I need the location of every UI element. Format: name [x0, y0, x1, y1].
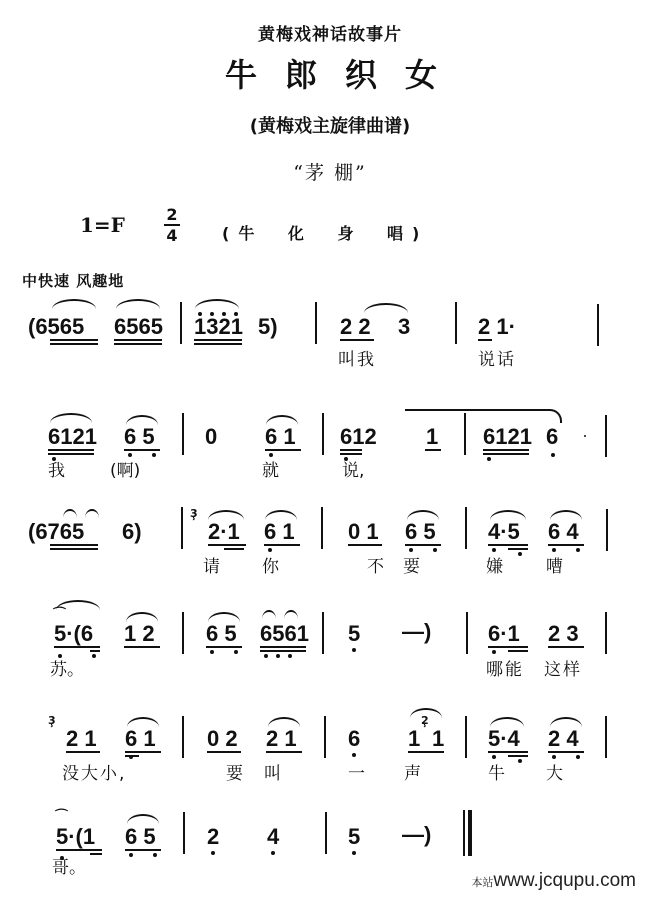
lyric: 哪能 [486, 660, 524, 680]
low-octave-dot [352, 753, 356, 757]
time-bottom: 4 [166, 226, 178, 245]
low-octave-dot [129, 755, 133, 759]
low-octave-dot [552, 548, 556, 552]
low-octave-dot [269, 453, 273, 457]
grace-note: 3 ⸯ [48, 714, 56, 737]
underline [508, 755, 528, 757]
low-octave-dot [271, 851, 275, 855]
note-group: 6) [122, 519, 142, 544]
dash-paren: —) [402, 822, 432, 847]
underline [260, 646, 306, 648]
note-group: 6 5 [405, 519, 436, 544]
underline [264, 544, 300, 546]
barline [321, 507, 323, 549]
underline [50, 548, 98, 550]
underline [206, 646, 242, 648]
low-octave-dot [234, 650, 238, 654]
note-group: 4·5 [488, 519, 520, 544]
note-group: 2 1· [478, 314, 516, 339]
underline [50, 544, 98, 546]
grace-note: 3 ⸯ [190, 507, 198, 530]
note: 3 [398, 314, 411, 339]
underline [48, 449, 94, 451]
time-signature [162, 206, 182, 244]
staff-line-5 [0, 700, 650, 800]
note-group: 6 1 [265, 424, 296, 449]
underline [265, 449, 301, 451]
note-group: 2·1 [208, 519, 240, 544]
underline [548, 544, 584, 546]
lyric: 一 [348, 764, 365, 784]
slur-mark [63, 509, 77, 518]
grace-number: 2 [421, 714, 429, 727]
lyric: 大 [546, 764, 563, 784]
grace-note: 2 ⸯ [421, 714, 429, 737]
low-octave-dot [492, 548, 496, 552]
note-group: 2 1 [266, 726, 297, 751]
note-group: 6 5 [125, 824, 156, 849]
score-description: (黄梅戏主旋律曲谱) [249, 116, 411, 137]
lyric: 这样 [544, 660, 582, 680]
note-group: (6765 [28, 519, 85, 544]
barline [315, 302, 317, 344]
lyric: 牛 [488, 764, 505, 784]
barline [181, 507, 183, 549]
note: 5 [348, 824, 361, 849]
underline [50, 343, 98, 345]
underline [90, 650, 100, 652]
note-group: 2 2 [340, 314, 371, 339]
note-group: 1321 [194, 314, 243, 339]
underline [548, 751, 584, 753]
underline [508, 650, 528, 652]
watermark-url: www.jcqupu.com [493, 870, 636, 891]
fermata-icon: ⌒ [55, 809, 69, 824]
underline [124, 646, 160, 648]
note: 4 [267, 824, 280, 849]
low-octave-dot [492, 650, 496, 654]
underline [194, 343, 242, 345]
barline [324, 716, 326, 758]
note-group: 5) [258, 314, 278, 339]
note-group: 5·4 [488, 726, 520, 751]
note: 6 [348, 726, 361, 751]
low-octave-dot [518, 552, 522, 556]
slur-mark [52, 299, 96, 309]
lyric: 请 [203, 557, 220, 577]
low-octave-dot [352, 851, 356, 855]
barline [605, 415, 607, 457]
low-octave-dot [487, 457, 491, 461]
underline [266, 751, 302, 753]
low-octave-dot [551, 453, 555, 457]
lyric: 苏。 [50, 660, 84, 680]
note-group: (6565 [28, 314, 85, 339]
underline [66, 751, 100, 753]
song-title: “茅 棚” [293, 162, 367, 184]
lyric: 要 [226, 764, 243, 784]
low-octave-dot [152, 453, 156, 457]
final-barline-thick [468, 810, 472, 856]
underline [348, 544, 382, 546]
lyric: 我 [48, 461, 65, 481]
speck [584, 435, 586, 437]
low-octave-dot [409, 548, 413, 552]
tempo-marking: 中快速 风趣地 [22, 272, 125, 290]
slur-mark [116, 299, 160, 309]
note-group: 6121 [48, 424, 97, 449]
note-group: 6 1 [125, 726, 156, 751]
slur-mark [262, 610, 276, 619]
note-group: 0 2 [207, 726, 238, 751]
note-group: 6121 [483, 424, 532, 449]
barline [322, 612, 324, 654]
slur-mark [85, 509, 99, 518]
final-barline-thin [463, 810, 465, 856]
note-group: 2 1 [66, 726, 97, 751]
lyric: 嘈 [546, 557, 563, 577]
lyric: 不 [367, 557, 384, 577]
underline [488, 751, 528, 753]
underline [207, 751, 241, 753]
lyric: 你 [262, 557, 279, 577]
staff-line-3 [0, 495, 650, 595]
low-octave-dot [153, 853, 157, 857]
lyric: 嫌 [486, 557, 503, 577]
underline [125, 751, 161, 753]
time-top: 2 [166, 205, 178, 224]
performer-note: (牛 化 身 唱) [222, 224, 429, 243]
low-octave-dot [288, 654, 292, 658]
note-group: 612 [340, 424, 377, 449]
lyric: 叫 [264, 764, 281, 784]
underline [508, 548, 528, 550]
underline [56, 849, 102, 851]
low-octave-dot [352, 648, 356, 652]
barline [464, 413, 466, 455]
watermark [471, 870, 636, 892]
note: 1 [408, 726, 421, 751]
key-signature: 1=F [80, 213, 125, 237]
note-group: 6 4 [548, 519, 579, 544]
low-octave-dot [552, 755, 556, 759]
underline [340, 453, 362, 455]
low-octave-dot [211, 851, 215, 855]
slur-mark [127, 814, 159, 824]
note-group: 0 1 [348, 519, 379, 544]
rest: 0 [205, 424, 218, 449]
underline [48, 453, 94, 455]
low-octave-dot [492, 755, 496, 759]
barline [182, 612, 184, 654]
underline [124, 449, 160, 451]
barline [455, 302, 457, 344]
lyric: 说, [342, 461, 365, 481]
underline [114, 339, 162, 341]
barline [597, 304, 599, 346]
low-octave-dot [276, 654, 280, 658]
underline [340, 449, 362, 451]
note: 1 [426, 424, 439, 449]
note-group: 2 4 [548, 726, 579, 751]
staff-line-2 [0, 395, 650, 495]
barline [605, 612, 607, 654]
lyric: 没大小, [62, 764, 127, 784]
low-octave-dot [58, 654, 62, 658]
underline [54, 646, 100, 648]
underline [125, 849, 161, 851]
note-group: 6 5 [124, 424, 155, 449]
low-octave-dot [433, 548, 437, 552]
underline [548, 646, 584, 648]
opera-title: 牛郎织女 [224, 56, 465, 94]
note-group: 2 3 [548, 621, 579, 646]
staff-line-1 [0, 290, 650, 390]
note-group: 6561 [260, 621, 309, 646]
slur-mark [50, 413, 92, 423]
barline [183, 812, 185, 854]
lyric: 哥。 [52, 858, 86, 878]
lyric: 叫我 [338, 350, 376, 370]
underline [405, 544, 441, 546]
barline [325, 812, 327, 854]
underline [483, 449, 529, 451]
low-octave-dot [129, 853, 133, 857]
note-group: 6565 [114, 314, 163, 339]
lyric: 声 [404, 764, 421, 784]
underline [224, 548, 244, 550]
note: 2 [207, 824, 220, 849]
barline [605, 716, 607, 758]
underline [340, 339, 374, 341]
low-octave-dot [264, 654, 268, 658]
low-octave-dot [92, 654, 96, 658]
slur-mark [195, 299, 239, 309]
note-group: 5·(1 [56, 824, 96, 849]
lyric: (啊) [110, 461, 141, 481]
barline [180, 302, 182, 344]
fermata-icon: ⌒ [53, 607, 67, 622]
barline [465, 716, 467, 758]
tie-mark [405, 409, 562, 423]
slur-mark [284, 610, 298, 619]
note-group: 6 1 [264, 519, 295, 544]
slur-mark [364, 303, 408, 313]
barline [606, 509, 608, 551]
note: 5 [348, 621, 361, 646]
underline [408, 751, 444, 753]
underline [208, 544, 246, 546]
low-octave-dot [210, 650, 214, 654]
underline [90, 853, 102, 855]
underline [488, 646, 528, 648]
note-group: 1 2 [124, 621, 155, 646]
grace-number: 3 [190, 507, 198, 520]
barline [465, 507, 467, 549]
barline [466, 612, 468, 654]
barline [182, 413, 184, 455]
underline [114, 343, 162, 345]
note-group: 5·(6 [54, 621, 94, 646]
grace-number: 3 [48, 714, 56, 727]
barline [322, 413, 324, 455]
underline [50, 339, 98, 341]
lyric: 要 [403, 557, 420, 577]
note-group: 6·1 [488, 621, 520, 646]
underline [478, 339, 492, 341]
underline [483, 453, 529, 455]
underline [488, 544, 528, 546]
low-octave-dot [576, 755, 580, 759]
underline [425, 449, 441, 451]
underline [194, 339, 242, 341]
low-octave-dot [268, 548, 272, 552]
staff-line-4 [0, 590, 650, 690]
lyric: 就 [262, 461, 279, 481]
film-subtitle: 黄梅戏神话故事片 [258, 25, 402, 45]
note: 6 [546, 424, 559, 449]
note: 1 [432, 726, 445, 751]
watermark-prefix: 本站 [471, 877, 494, 889]
lyric: 说话 [478, 350, 516, 370]
note-group: 6 5 [206, 621, 237, 646]
low-octave-dot [576, 548, 580, 552]
low-octave-dot [518, 759, 522, 763]
low-octave-dot [128, 453, 132, 457]
barline [182, 716, 184, 758]
underline [260, 650, 306, 652]
dash-paren: —) [402, 619, 432, 644]
